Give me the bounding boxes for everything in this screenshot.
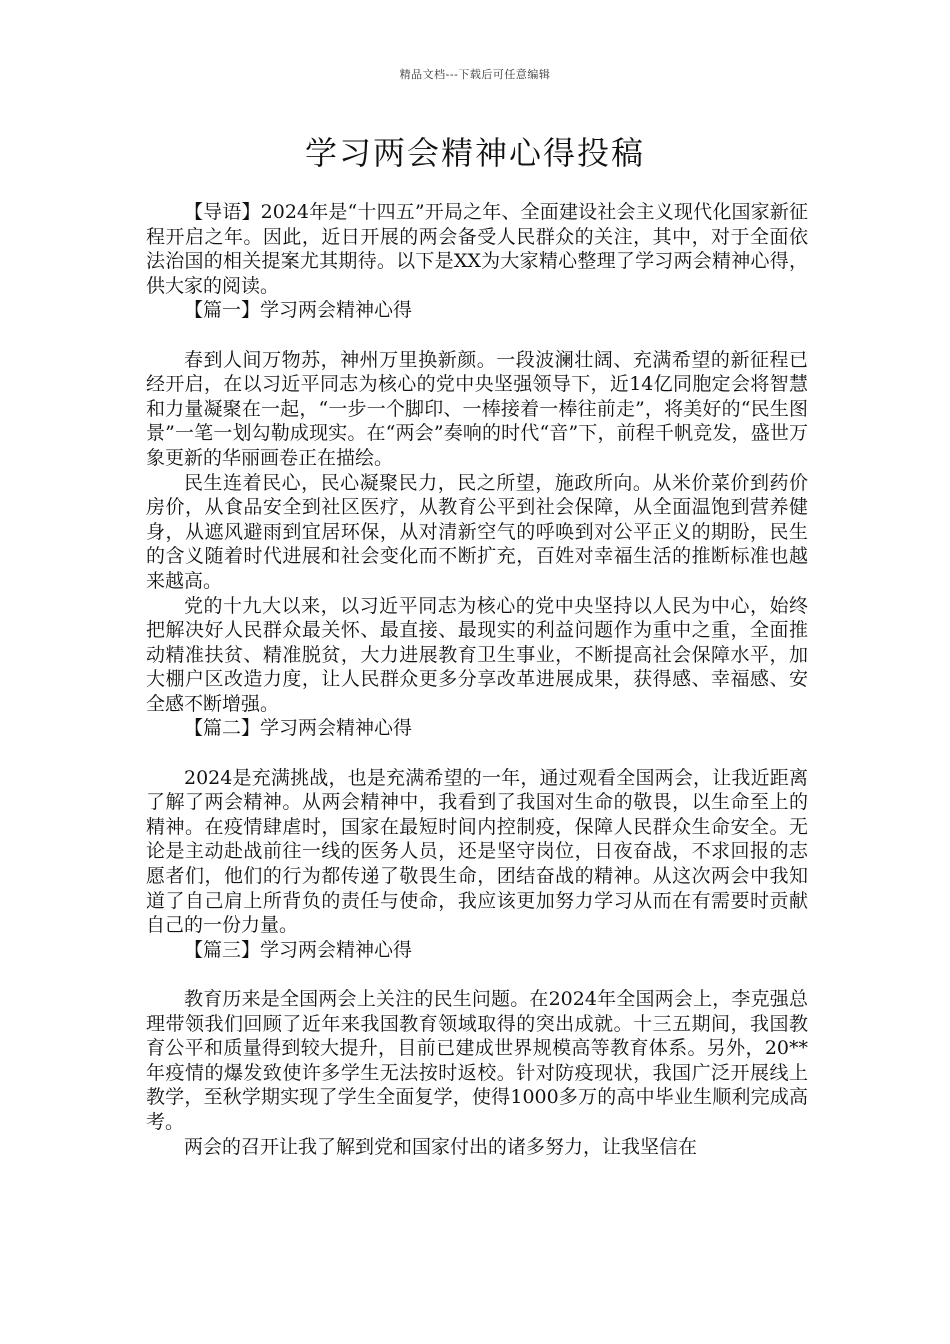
section-heading-2: 【篇二】学习两会精神心得 <box>184 717 413 740</box>
document-body <box>146 200 808 1159</box>
section-heading-1: 【篇一】学习两会精神心得 <box>184 299 413 322</box>
blank-line <box>146 741 808 766</box>
paragraph: 春到人间万物苏，神州万里换新颜。一段波澜壮阔、充满希望的新征程已经开启，在以习近平同志为核心的党中央坚强领导下，近14亿同胞定会将智慧和力量凝聚在一起，“一步一个脚印、一棒接着一棒往前走”，将美好的“民生图景”一笔一划勾勒成现实。在“两会”奏响的时代“音”下，前程千帆竞发，盛世万象更新的华丽画卷正在描绘。 <box>146 348 808 469</box>
paragraph: 民生连着民心，民心凝聚民力，民之所望，施政所向。从米价菜价到药价房价，从食品安全到社区医疗，从教育公平到社会保障，从全面温饱到营养健身，从遮风避雨到宜居环保，从对清新空气的呼唤到对公平正义的期盼，民生的含义随着时代进展和社会变化而不断扩充，百姓对幸福生活的推断标准也越来越高。 <box>146 471 808 592</box>
paragraph: 2024是充满挑战，也是充满希望的一年，通过观看全国两会，让我近距离了解了两会精神。从两会精神中，我看到了我国对生命的敬畏，以生命至上的精神。在疫情肆虐时，国家在最短时间内控制疫，保障人民群众生命安全。无论是主动赴战前往一线的医务人员，还是坚守岗位，日夜奋战，不求回报的志愿者们，他们的行为都传递了敬畏生命，团结奋战的精神。从这次两会中我知道了自己肩上所背负的责任与使命，我应该更加努力学习从而在有需要时贡献自己的一份力量。 <box>146 766 808 937</box>
document-title: 学习两会精神心得投稿 <box>304 134 645 172</box>
paragraph: 党的十九大以来，以习近平同志为核心的党中央坚持以人民为中心，始终把解决好人民群众最关怀、最直接、最现实的利益问题作为重中之重，全面推动精准扶贫、精准脱贫，大力进展教育卫生事业，不断提高社会保障水平，加大棚户区改造力度，让人民群众更多分享改革进展成果，获得感、幸福感、安全感不断增强。 <box>146 594 808 715</box>
paragraph: 两会的召开让我了解到党和国家付出的诸多努力，让我坚信在 <box>184 1135 698 1158</box>
blank-line <box>146 323 808 348</box>
intro-paragraph: 【导语】2024年是“十四五”开局之年、全面建设社会主义现代化国家新征程开启之年。因此，近日开展的两会备受人民群众的关注，其中，对于全面依法治国的相关提案尤其期待。以下是XX为大家精心整理了学习两会精神心得，供大家的阅读。 <box>146 201 808 297</box>
header-note: 精品文档---下载后可任意编辑 <box>399 68 551 81</box>
section-heading-3: 【篇三】学习两会精神心得 <box>184 938 413 961</box>
blank-line <box>146 962 808 987</box>
paragraph: 教育历来是全国两会上关注的民生问题。在2024年全国两会上，李克强总理带领我们回顾了近年来我国教育领域取得的突出成就。十三五期间，我国教育公平和质量得到较大提升，目前已建成世界规模高等教育体系。另外，20**年疫情的爆发致使许多学生无法按时返校。针对防疫现状，我国广泛开展线上教学，至秋学期实现了学生全面复学，使得1000多万的高中毕业生顺利完成高考。 <box>146 988 808 1133</box>
